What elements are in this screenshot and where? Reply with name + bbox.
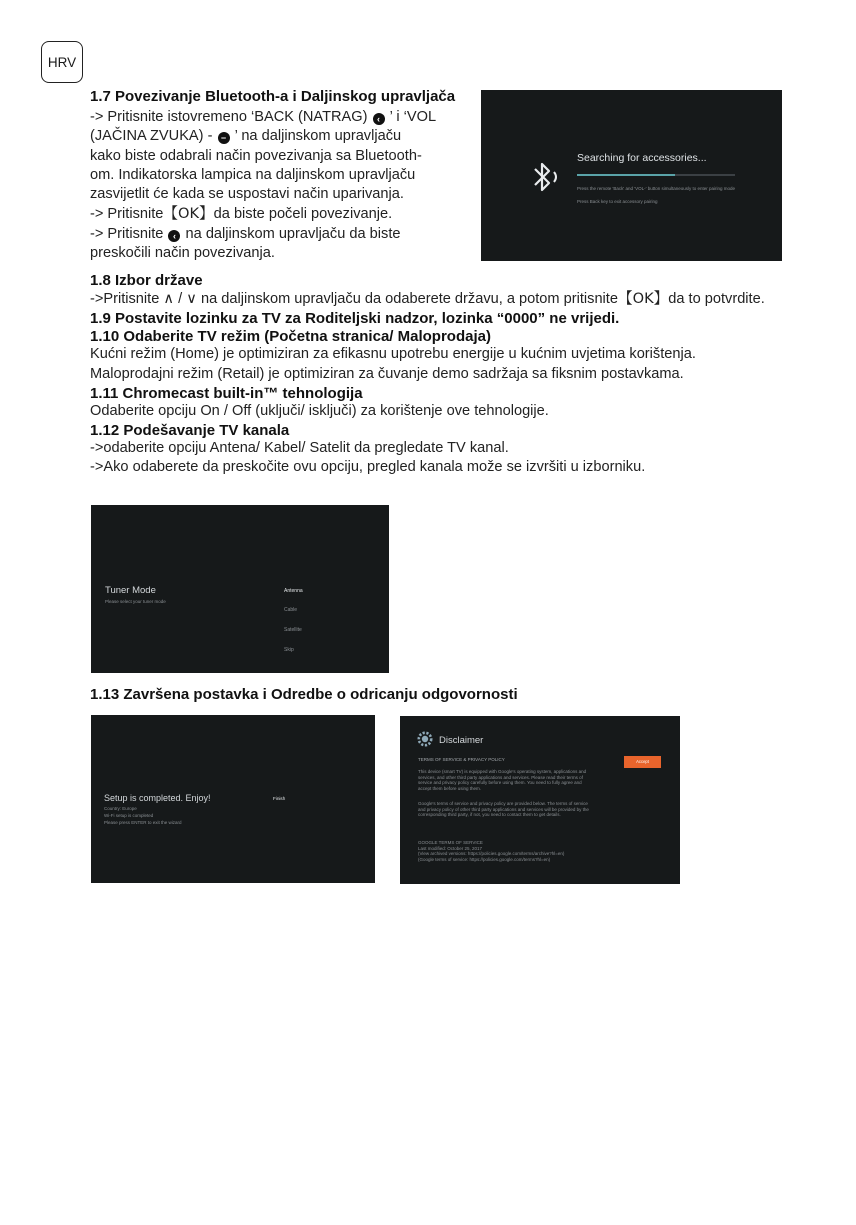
section-body: Kućni režim (Home) je optimiziran za efikasnu upotrebu energije u kućnim uvjetima korištenja. bbox=[90, 346, 696, 363]
disclaimer-paragraph: This device (smart TV) is equipped with Google's operating system, applications and services, and other third party applications and services. Please read their terms of service and privacy policy carefully before using them. You need to fully agree and accept them before using them. bbox=[418, 769, 587, 791]
section-heading: 1.13 Završena postavka i Odredbe o odricanju odgovornosti bbox=[90, 686, 518, 703]
ok-key-label: 【OK】 bbox=[163, 205, 214, 223]
section-1-7 bbox=[90, 88, 470, 263]
ok-key-label: 【OK】 bbox=[617, 290, 669, 307]
section-heading: 1.9 Postavite lozinku za TV za Roditeljski nadzor, lozinka “0000” ne vrijedi. bbox=[90, 310, 620, 328]
tuner-option-cable[interactable]: Cable bbox=[284, 607, 298, 613]
bt-screen-line: Press the remote 'Back' and 'VOL-' button simultaneously to enter pairing mode bbox=[577, 186, 736, 191]
done-line: Wi-Fi setup is completed bbox=[104, 813, 154, 818]
bt-progress-track bbox=[577, 174, 735, 176]
bluetooth-icon bbox=[529, 160, 565, 194]
finish-option[interactable]: Finish bbox=[273, 796, 286, 801]
section-body: ->Ako odaberete da preskočite ovu opciju, pregled kanala može se izvršiti u izborniku. bbox=[90, 459, 646, 476]
section-body: Maloprodajni režim (Retail) je optimiziran za čuvanje demo sadržaja sa fiksnim postavkama. bbox=[90, 365, 684, 382]
done-line: Please press ENTER to exit the wizard bbox=[104, 820, 182, 825]
disclaimer-screenshot bbox=[400, 716, 680, 884]
disclaimer-title: Disclaimer bbox=[439, 735, 484, 746]
section-body: ->Pritisnite ∧ / ∨ na daljinskom upravljaču da odaberete državu, a potom pritisnite【OK】da to potvrdite. bbox=[90, 290, 765, 307]
language-badge: HRV bbox=[41, 41, 83, 83]
sections-1-8-to-1-12 bbox=[90, 272, 790, 478]
disclaimer-paragraph: Google's terms of service and privacy policy are provided below. The terms of service and privacy policy of other third party applications and services will be provided by the corresponding third party, if not, you need to contact them to get details. bbox=[418, 801, 589, 818]
section-body: ->odaberite opciju Antena/ Kabel/ Satelit da pregledate TV kanal. bbox=[90, 440, 509, 457]
setup-complete-screenshot bbox=[91, 715, 375, 883]
tuner-option-satellite[interactable]: Satellite bbox=[284, 627, 302, 633]
back-button-icon: ‹ bbox=[168, 230, 180, 242]
disclaimer-paragraph: GOOGLE TERMS OF SERVICE Last modified: October 25, 2017 (View archived versions: https://policies.google.com/terms/archive?hl=en) (Google terms of service: https://policies.google.com/terms?hl=en) bbox=[418, 840, 565, 862]
volume-down-icon: − bbox=[218, 132, 230, 144]
done-line: Country: Europe bbox=[104, 806, 137, 811]
back-button-icon: ‹ bbox=[373, 113, 385, 125]
tuner-option-skip[interactable]: Skip bbox=[284, 647, 294, 653]
section-body: -> Pritisnite istovremeno ‘BACK (NATRAG) ‹ ’ i ‘VOL (JAČINA ZVUKA) - − ’ na daljinskom upravljaču kako biste odabrali način povezivanja sa Bluetooth- om. Indikatorska lampica na daljinskom upravljaču zasvijetlit će kada se uspostavi način uparivanja. -> Pritisnite【OK】da biste počeli povezivanje. -> Pritisnite ‹ na daljinskom upravljaču da biste preskočili način povezivanja. bbox=[90, 109, 437, 262]
disclaimer-section: TERMS OF SERVICE & PRIVACY POLICY bbox=[418, 757, 505, 762]
section-body: Odaberite opciju On / Off (uključi/ isključi) za korištenje ove tehnologije. bbox=[90, 402, 549, 419]
section-heading: 1.11 Chromecast built-in™ tehnologija bbox=[90, 384, 363, 402]
tuner-mode-screenshot bbox=[91, 505, 389, 673]
tuner-title: Tuner Mode bbox=[105, 585, 156, 596]
gear-icon bbox=[417, 731, 433, 747]
bt-progress-fill bbox=[577, 174, 675, 176]
tuner-option-antenna[interactable]: Antenna bbox=[284, 588, 303, 594]
tuner-subtitle: Please select your tuner mode bbox=[105, 599, 166, 604]
section-heading: 1.10 Odaberite TV režim (Početna stranica/ Maloprodaja) bbox=[90, 328, 491, 346]
section-heading: 1.7 Povezivanje Bluetooth-a i Daljinskog upravljača bbox=[90, 88, 456, 105]
up-down-arrows-icon: ∧ / ∨ bbox=[163, 291, 197, 307]
bt-screen-title: Searching for accessories... bbox=[577, 152, 707, 164]
section-heading: 1.8 Izbor države bbox=[90, 272, 203, 289]
section-heading: 1.12 Podešavanje TV kanala bbox=[90, 422, 290, 440]
bluetooth-pairing-screenshot bbox=[481, 90, 782, 261]
done-title: Setup is completed. Enjoy! bbox=[104, 793, 211, 803]
bt-screen-line: Press Back key to exit accessory pairing bbox=[577, 199, 658, 204]
accept-button[interactable]: Accept bbox=[624, 756, 661, 768]
